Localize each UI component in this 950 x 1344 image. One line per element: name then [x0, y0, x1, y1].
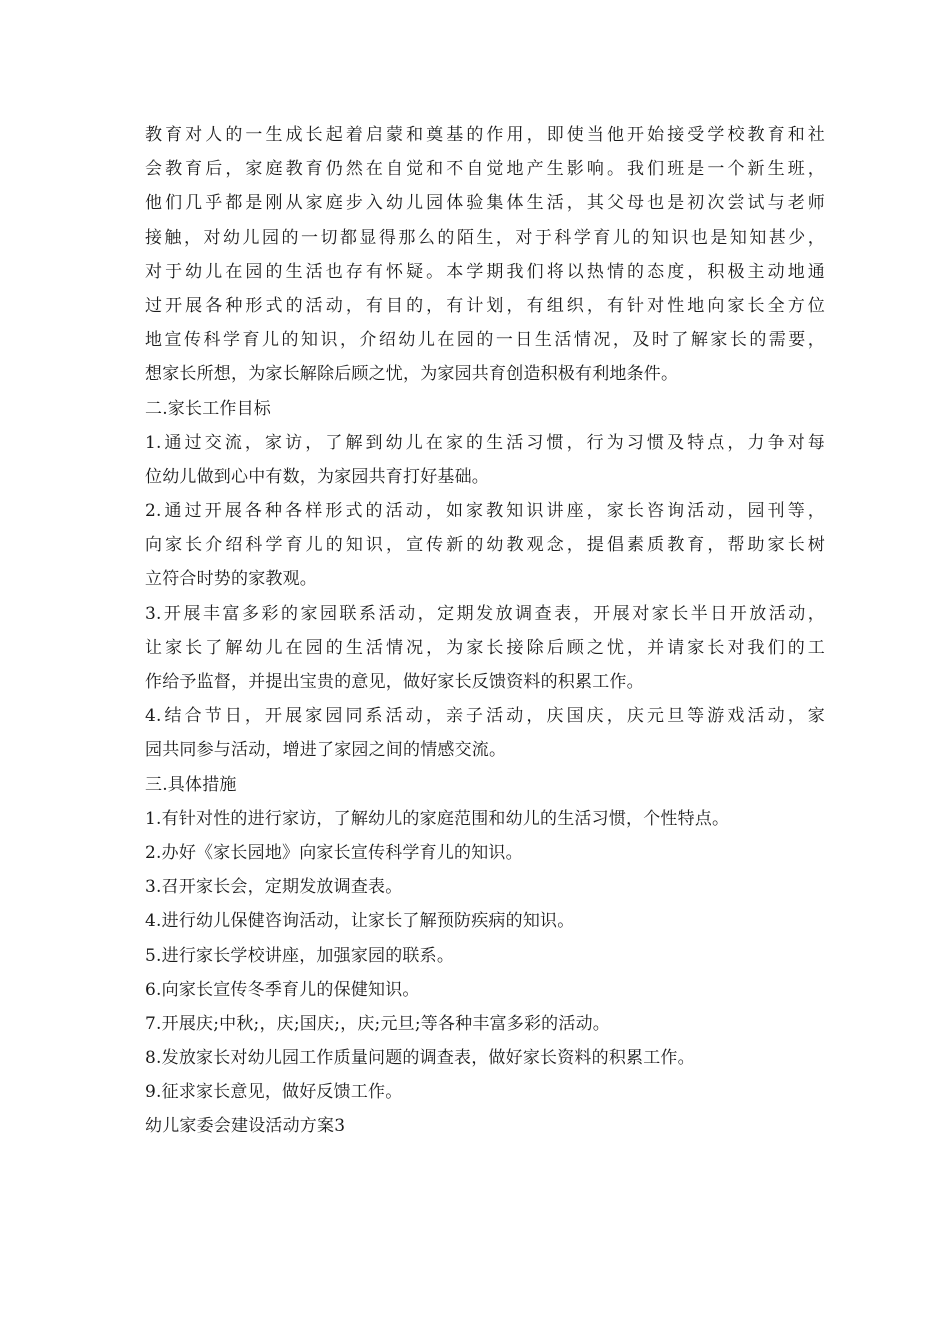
measure-item: 9.征求家长意见，做好反馈工作。: [145, 1082, 403, 1103]
next-document-title: 幼儿家委会建设活动方案3: [145, 1116, 346, 1137]
goal-item: [145, 426, 825, 494]
intro-line: 对于幼儿在园的生活也存有怀疑。本学期我们将以热情的态度，积极主动地通: [145, 261, 825, 282]
goal-item-line: 作给予监督，并提出宝贵的意见，做好家长反馈资料的积累工作。: [145, 672, 644, 692]
intro-line: 接触，对幼儿园的一切都显得那么的陌生，对于科学育儿的知识也是知知甚少，: [145, 227, 825, 248]
goal-item: [145, 494, 825, 597]
measure-item: 3.召开家长会，定期发放调查表。: [145, 877, 403, 898]
measure-item: 6.向家长宣传冬季育儿的保健知识。: [145, 979, 420, 1000]
measure-item: 2.办好《家长园地》向家长宣传科学育儿的知识。: [145, 842, 523, 863]
measure-item: 7.开展庆;中秋;，庆;国庆;，庆;元旦;等各种丰富多彩的活动。: [145, 1013, 610, 1034]
goal-item-line: 立符合时势的家教观。: [145, 569, 317, 590]
measure-item: 4.进行幼儿保健咨询活动，让家长了解预防疾病的知识。: [145, 911, 575, 932]
goal-item: [145, 699, 825, 767]
goal-item-line: 3.开展丰富多彩的家园联系活动，定期发放调查表，开展对家长半日开放活动，: [145, 603, 825, 624]
goal-item-line: 让家长了解幼儿在园的生活情况，为家长接除后顾之忧，并请家长对我们的工: [145, 637, 825, 658]
intro-line: 想家长所想，为家长解除后顾之忧，为家园共育创造积极有利地条件。: [145, 364, 679, 385]
measure-item: 8.发放家长对幼儿园工作质量问题的调查表，做好家长资料的积累工作。: [145, 1048, 695, 1069]
section-heading-measures: 三.具体措施: [145, 774, 237, 795]
measure-item: 1.有针对性的进行家访，了解幼儿的家庭范围和幼儿的生活习惯，个性特点。: [145, 808, 730, 829]
intro-line: 地宣传科学育儿的知识，介绍幼儿在园的一日生活情况，及时了解家长的需要，: [145, 330, 825, 351]
intro-line: 他们几乎都是刚从家庭步入幼儿园体验集体生活，其父母也是初次尝试与老师: [145, 193, 825, 214]
intro-line: 过开展各种形式的活动，有目的，有计划，有组织，有针对性地向家长全方位: [145, 295, 825, 316]
document-page: [145, 118, 825, 1144]
goal-item-line: 1.通过交流，家访，了解到幼儿在家的生活习惯，行为习惯及特点，力争对每: [145, 432, 825, 453]
goal-item: [145, 597, 825, 700]
goal-item-line: 位幼儿做到心中有数，为家园共育打好基础。: [145, 466, 489, 487]
intro-paragraph: [145, 118, 825, 392]
goal-item-line: 向家长介绍科学育儿的知识，宣传新的幼教观念，提倡素质教育，帮助家长树: [145, 535, 825, 556]
goal-item-line: 4.结合节日，开展家园同系活动，亲子活动，庆国庆，庆元旦等游戏活动，家: [145, 706, 825, 727]
section-heading-goals: 二.家长工作目标: [145, 398, 272, 419]
goal-item-line: 2.通过开展各种各样形式的活动，如家教知识讲座，家长咨询活动，园刊等，: [145, 501, 825, 522]
measure-item: 5.进行家长学校讲座，加强家园的联系。: [145, 945, 455, 966]
intro-line: 会教育后，家庭教育仍然在自觉和不自觉地产生影响。我们班是一个新生班，: [145, 159, 825, 180]
intro-line: 教育对人的一生成长起着启蒙和奠基的作用，即使当他开始接受学校教育和社: [145, 125, 825, 145]
goal-item-line: 园共同参与活动，增进了家园之间的情感交流。: [145, 740, 507, 761]
